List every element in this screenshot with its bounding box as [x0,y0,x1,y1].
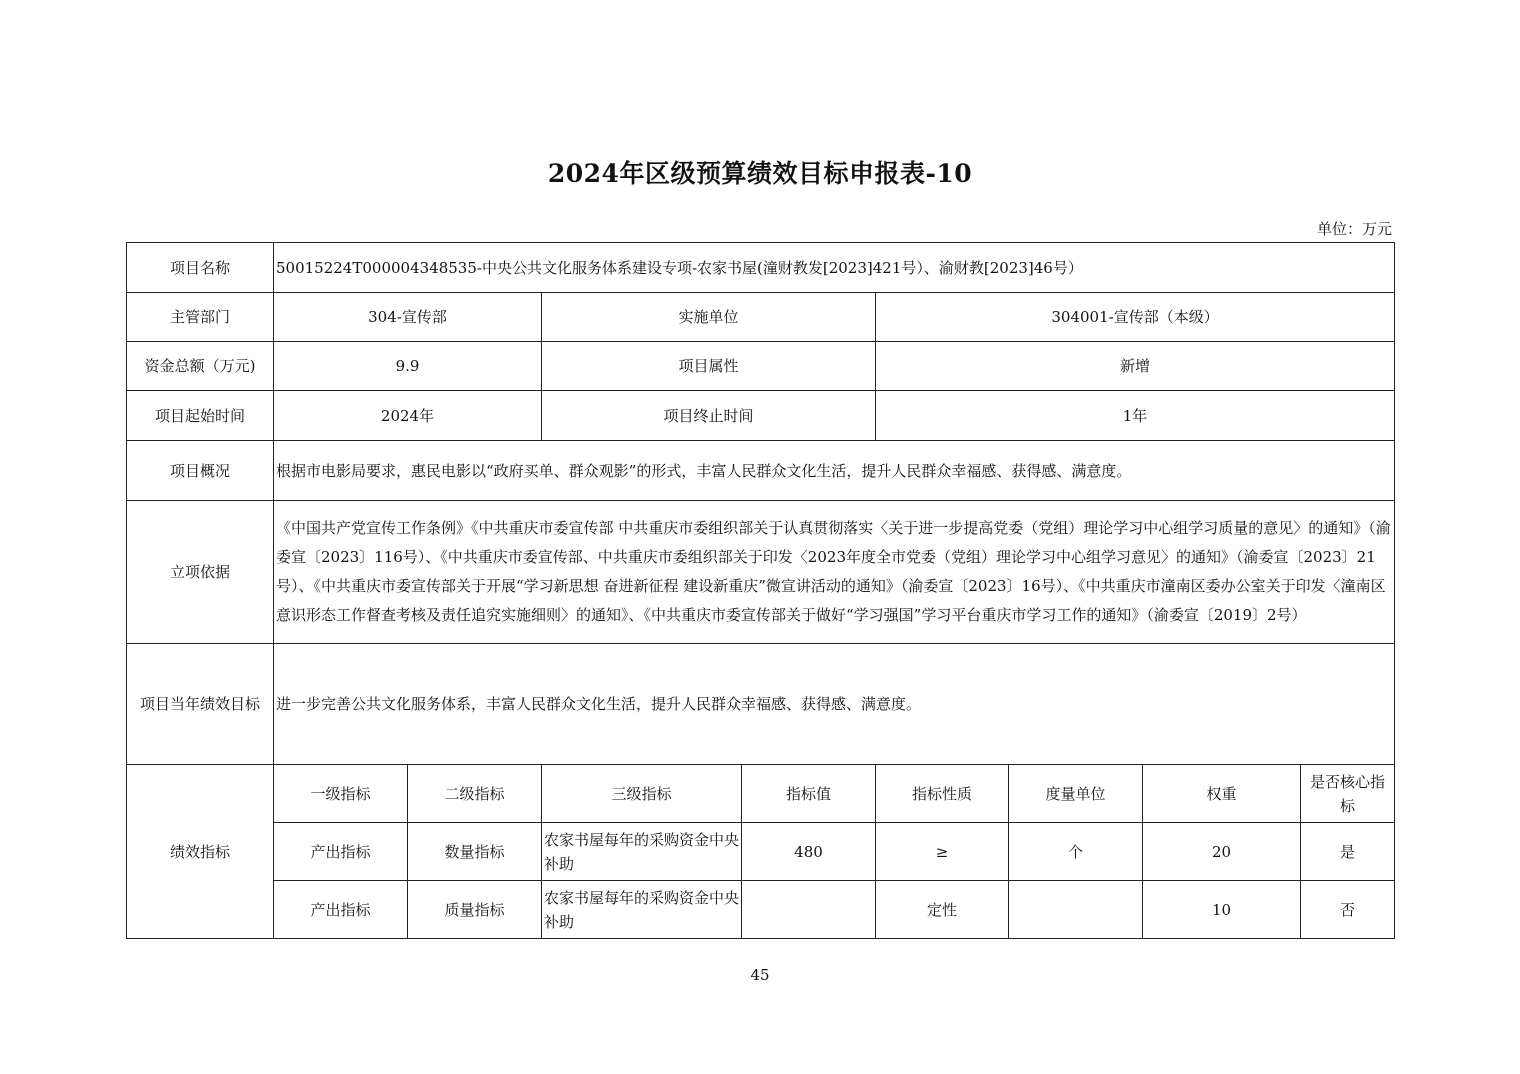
header-nature: 指标性质 [876,765,1009,823]
indicator-nature: 定性 [876,881,1009,939]
header-weight: 权重 [1143,765,1301,823]
indicators-label: 绩效指标 [127,765,274,939]
header-level2: 二级指标 [408,765,542,823]
header-level1: 一级指标 [274,765,408,823]
header-level3: 三级指标 [542,765,742,823]
end-time-value: 1年 [876,391,1395,441]
indicator-unit [1009,881,1143,939]
unit-label: 单位：万元 [1316,220,1392,238]
row-basis [127,501,1395,644]
row-department [127,293,1395,342]
indicator-value: 480 [742,823,876,881]
row-project-name [127,243,1395,293]
implementing-unit-value: 304001-宣传部（本级） [876,293,1395,342]
page-title: 2024年区级预算绩效目标申报表-10 [547,159,973,188]
project-name-label: 项目名称 [127,243,274,293]
project-attribute-value: 新增 [876,342,1395,391]
project-name-value: 50015224T000004348535-中央公共文化服务体系建设专项-农家书屋(潼财教发[2023]421号）、渝财教[2023]46号） [274,243,1395,293]
indicator-core: 否 [1301,881,1395,939]
indicator-value [742,881,876,939]
indicator-nature: ≥ [876,823,1009,881]
indicator-level1: 产出指标 [274,823,408,881]
indicator-weight: 20 [1143,823,1301,881]
row-fund [127,342,1395,391]
indicator-core: 是 [1301,823,1395,881]
indicator-weight: 10 [1143,881,1301,939]
overview-value: 根据市电影局要求，惠民电影以“政府买单、群众观影”的形式，丰富人民群众文化生活，提升人民群众幸福感、获得感、满意度。 [274,441,1395,501]
indicator-unit: 个 [1009,823,1143,881]
department-label: 主管部门 [127,293,274,342]
department-value: 304-宣传部 [274,293,542,342]
goal-value: 进一步完善公共文化服务体系，丰富人民群众文化生活，提升人民群众幸福感、获得感、满意度。 [274,644,1395,765]
start-time-value: 2024年 [274,391,542,441]
project-attribute-label: 项目属性 [542,342,876,391]
indicator-level3: 农家书屋每年的采购资金中央补助 [542,823,742,881]
row-goal [127,644,1395,765]
budget-performance-table [126,242,1395,939]
indicator-header-row [127,765,1395,823]
end-time-label: 项目终止时间 [542,391,876,441]
header-core: 是否核心指标 [1301,765,1395,823]
basis-value: 《中国共产党宣传工作条例》《中共重庆市委宣传部 中共重庆市委组织部关于认真贯彻落实〈关于进一步提高党委（党组）理论学习中心组学习质量的意见〉的通知》（渝委宣〔2023〕116号）、《中共重庆市委宣传部、中共重庆市委组织部关于印发〈2023年度全市党委（党组）理论学习中心组学习意见〉的通知》（渝委宣〔2023〕21号）、《中共重庆市委宣传部关于开展“学习新思想 奋进新征程 建设新重庆”微宣讲活动的通知》（渝委宣〔2023〕16号）、《中共重庆市潼南区委办公室关于印发〈潼南区意识形态工作督查考核及责任追究实施细则〉的通知》、《中共重庆市委宣传部关于做好“学习强国”学习平台重庆市学习工作的通知》（渝委宣〔2019〕2号） [274,501,1395,644]
implementing-unit-label: 实施单位 [542,293,876,342]
header-unit: 度量单位 [1009,765,1143,823]
indicator-level1: 产出指标 [274,881,408,939]
indicator-row [127,881,1395,939]
page-number: 45 [750,966,770,984]
goal-label: 项目当年绩效目标 [127,644,274,765]
row-overview [127,441,1395,501]
start-time-label: 项目起始时间 [127,391,274,441]
fund-total-value: 9.9 [274,342,542,391]
indicator-row [127,823,1395,881]
row-time [127,391,1395,441]
indicator-level3: 农家书屋每年的采购资金中央补助 [542,881,742,939]
header-value: 指标值 [742,765,876,823]
basis-label: 立项依据 [127,501,274,644]
fund-total-label: 资金总额（万元) [127,342,274,391]
indicator-level2: 质量指标 [408,881,542,939]
overview-label: 项目概况 [127,441,274,501]
indicator-level2: 数量指标 [408,823,542,881]
